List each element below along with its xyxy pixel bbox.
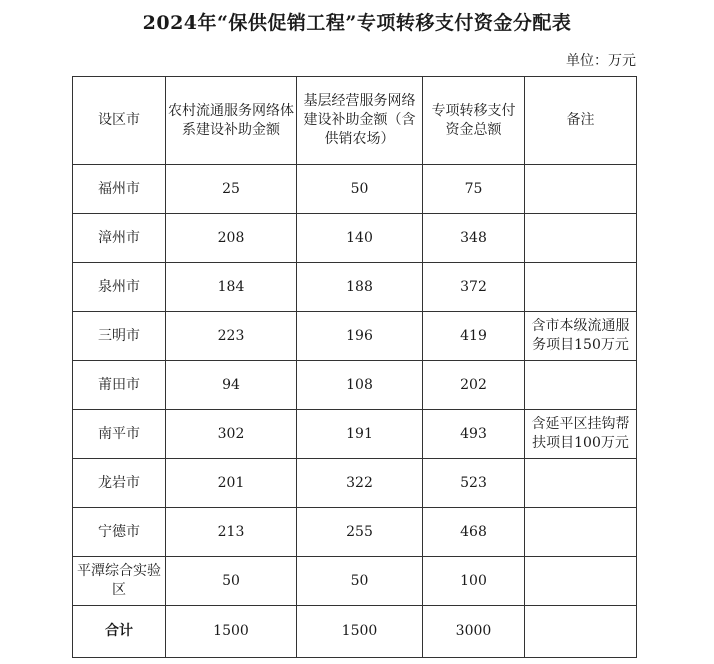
cell-district: 宁德市 — [73, 508, 166, 557]
header-district: 设区市 — [73, 77, 166, 165]
table-row — [73, 410, 637, 459]
cell-district: 莆田市 — [73, 361, 166, 410]
cell-district: 福州市 — [73, 165, 166, 214]
cell-total: 75 — [423, 165, 525, 214]
cell-grassroots: 196 — [297, 312, 423, 361]
cell-total: 468 — [423, 508, 525, 557]
header-rural-subsidy: 农村流通服务网络体系建设补助金额 — [166, 77, 297, 165]
cell-rural: 223 — [166, 312, 297, 361]
cell-district: 三明市 — [73, 312, 166, 361]
page-title: 2024年“保供促销工程”专项转移支付资金分配表 — [142, 12, 572, 34]
allocation-table — [72, 76, 637, 658]
cell-grassroots: 322 — [297, 459, 423, 508]
table-row — [73, 263, 637, 312]
unit-label: 单位：万元 — [566, 53, 636, 69]
cell-rural: 50 — [166, 557, 297, 606]
cell-note — [525, 557, 637, 606]
cell-rural: 184 — [166, 263, 297, 312]
cell-district: 龙岩市 — [73, 459, 166, 508]
cell-rural: 213 — [166, 508, 297, 557]
cell-grassroots: 191 — [297, 410, 423, 459]
cell-note: 含市本级流通服务项目150万元 — [525, 312, 637, 361]
cell-note — [525, 606, 637, 658]
cell-rural: 25 — [166, 165, 297, 214]
cell-note — [525, 214, 637, 263]
cell-grand-total: 3000 — [423, 606, 525, 658]
cell-rural-sum: 1500 — [166, 606, 297, 658]
cell-grassroots: 188 — [297, 263, 423, 312]
cell-grassroots: 50 — [297, 557, 423, 606]
table-row — [73, 557, 637, 606]
cell-total: 419 — [423, 312, 525, 361]
cell-total: 348 — [423, 214, 525, 263]
cell-grassroots-sum: 1500 — [297, 606, 423, 658]
cell-note: 含延平区挂钩帮扶项目100万元 — [525, 410, 637, 459]
cell-rural: 201 — [166, 459, 297, 508]
cell-district: 南平市 — [73, 410, 166, 459]
table-row — [73, 165, 637, 214]
cell-total: 202 — [423, 361, 525, 410]
header-row — [73, 77, 637, 165]
table-row — [73, 508, 637, 557]
header-grassroots-subsidy: 基层经营服务网络建设补助金额（含供销农场） — [297, 77, 423, 165]
cell-grassroots: 140 — [297, 214, 423, 263]
cell-rural: 94 — [166, 361, 297, 410]
total-row — [73, 606, 637, 658]
cell-note — [525, 361, 637, 410]
cell-rural: 302 — [166, 410, 297, 459]
header-note: 备注 — [525, 77, 637, 165]
cell-total: 493 — [423, 410, 525, 459]
cell-note — [525, 263, 637, 312]
cell-grassroots: 108 — [297, 361, 423, 410]
cell-total: 100 — [423, 557, 525, 606]
cell-total-label: 合计 — [73, 606, 166, 658]
cell-total: 372 — [423, 263, 525, 312]
table-row — [73, 361, 637, 410]
table-row — [73, 214, 637, 263]
cell-note — [525, 508, 637, 557]
header-total-funds: 专项转移支付资金总额 — [423, 77, 525, 165]
cell-grassroots: 50 — [297, 165, 423, 214]
cell-grassroots: 255 — [297, 508, 423, 557]
cell-district: 泉州市 — [73, 263, 166, 312]
cell-rural: 208 — [166, 214, 297, 263]
cell-district: 平潭综合实验区 — [73, 557, 166, 606]
table-row — [73, 312, 637, 361]
table-row — [73, 459, 637, 508]
cell-note — [525, 165, 637, 214]
cell-total: 523 — [423, 459, 525, 508]
cell-district: 漳州市 — [73, 214, 166, 263]
cell-note — [525, 459, 637, 508]
